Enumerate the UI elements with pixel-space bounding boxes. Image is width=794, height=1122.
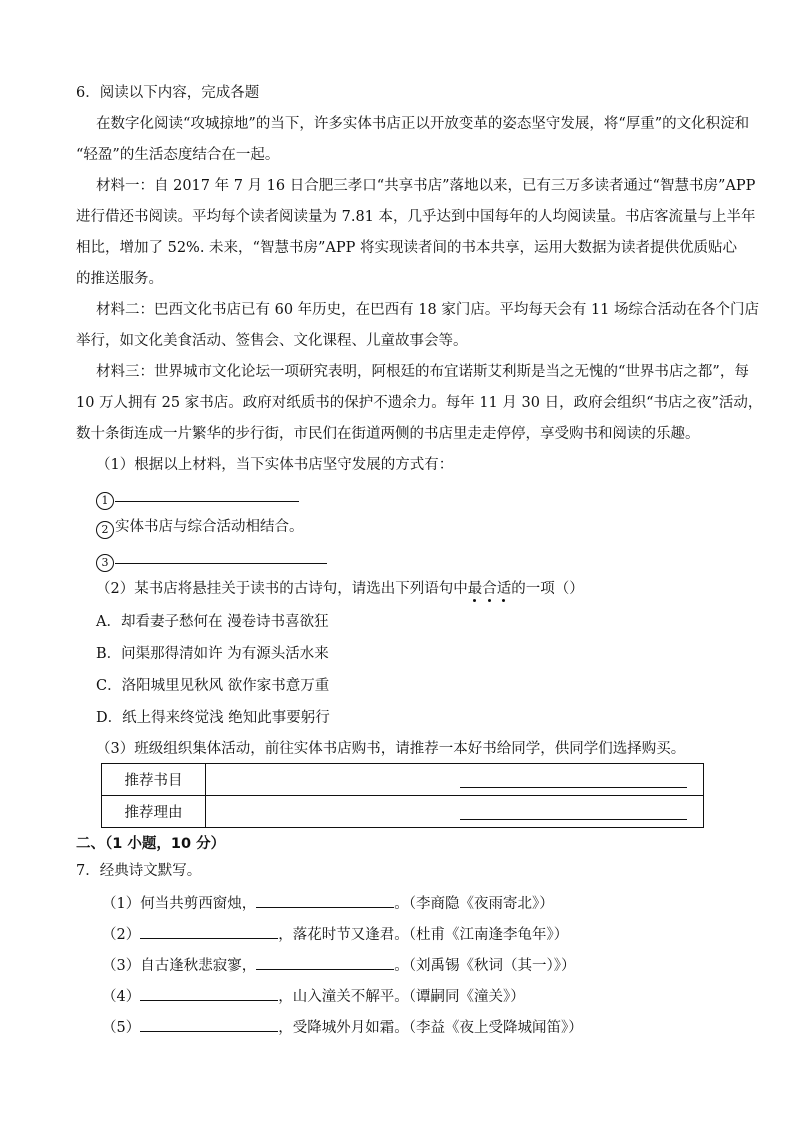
item-prefix: （5） <box>102 1020 141 1036</box>
section-2-heading: 二、（1 小题，10 分） <box>76 836 226 852</box>
question-7-heading: 7．经典诗文默写。 <box>76 863 202 879</box>
intro-line: 在数字化阅读“攻城掠地”的当下，许多实体书店正以开放变革的姿态坚守发展，将“厚重”的文化积淀和 <box>96 116 750 132</box>
subquestion-3-prompt: （3）班级组织集体活动，前往实体书店购书，请推荐一本好书给同学，供同学们选择购买。 <box>96 741 686 757</box>
answer-blank[interactable] <box>140 986 278 1001</box>
recommendation-table <box>101 763 704 828</box>
emphasis-char: 最 <box>467 581 483 597</box>
table-row <box>102 796 704 828</box>
book-title-cell[interactable] <box>206 764 704 796</box>
circled-number: 2 <box>96 521 114 539</box>
item-suffix: 。（刘禹锡《秋词（其一）》） <box>394 958 576 974</box>
option-a[interactable]: A．却看妻子愁何在 漫卷诗书喜欲狂 <box>96 614 329 630</box>
material-1-line: 进行借还书阅读。平均每个读者阅读量为 7.81 本，几乎达到中国每年的人均阅读量。书店客流量与上半年 <box>76 209 756 225</box>
dictation-item-5 <box>102 1017 583 1037</box>
item-prefix: （2） <box>102 927 141 943</box>
answer-line <box>460 819 687 820</box>
intro-line: “轻盈”的生活态度结合在一起。 <box>76 147 280 163</box>
item-suffix: ，落花时节又逢君。（杜甫《江南逢李龟年》） <box>278 927 569 943</box>
answer-blank[interactable] <box>140 924 278 939</box>
table-label: 推荐理由 <box>102 796 206 828</box>
item-suffix: ，山入潼关不解平。（谭嗣同《潼关》） <box>278 989 525 1005</box>
dictation-item-2 <box>102 924 568 944</box>
option-b[interactable]: B．问渠那得清如许 为有源头活水来 <box>96 646 329 662</box>
answer-line <box>460 787 687 788</box>
emphasis-char: 适 <box>496 581 512 597</box>
table-row <box>102 764 704 796</box>
material-1-line: 相比，增加了 52%. 未来，“智慧书房”APP 将实现读者间的书本共享，运用大数据为读者提供优质贴心 <box>76 240 737 256</box>
material-2-line: 举行，如文化美食活动、签售会、文化课程、儿童故事会等。 <box>76 333 468 349</box>
answer-blank[interactable] <box>115 549 327 564</box>
option-c[interactable]: C．洛阳城里见秋风 欲作家书意万重 <box>96 678 330 694</box>
dictation-item-3 <box>102 955 575 975</box>
circled-number: 3 <box>96 554 114 572</box>
prompt-text: （2）某书店将悬挂关于读书的古诗句，请选出下列语句中 <box>96 581 468 597</box>
subquestion-1-prompt: （1）根据以上材料，当下实体书店坚守发展的方式有： <box>96 457 454 473</box>
answer-item-text: 实体书店与综合活动相结合。 <box>115 519 304 535</box>
answer-item-2 <box>96 518 304 539</box>
answer-blank[interactable] <box>256 893 394 908</box>
item-prefix: （1）何当共剪西窗烛， <box>102 896 257 912</box>
reason-cell[interactable] <box>206 796 704 828</box>
emphasized-text <box>468 581 512 597</box>
table-label: 推荐书目 <box>102 764 206 796</box>
item-prefix: （3）自古逢秋悲寂寥， <box>102 958 257 974</box>
material-3-line: 材料三：世界城市文化论坛一项研究表明，阿根廷的布宜诺斯艾利斯是当之无愧的“世界书店之都”，每 <box>96 364 749 380</box>
subquestion-2-prompt <box>96 580 584 598</box>
item-prefix: （4） <box>102 989 141 1005</box>
answer-item-3 <box>96 549 327 572</box>
answer-blank[interactable] <box>140 1017 278 1032</box>
dictation-item-4 <box>102 986 525 1006</box>
prompt-text: 的一项（） <box>511 581 584 597</box>
question-6-heading: 6．阅读以下内容，完成各题 <box>76 85 260 101</box>
dictation-item-1 <box>102 893 554 913</box>
answer-item-1 <box>96 487 299 510</box>
item-suffix: ，受降城外月如霜。（李益《夜上受降城闻笛》） <box>278 1020 583 1036</box>
answer-blank[interactable] <box>256 955 394 970</box>
material-1-line: 的推送服务。 <box>76 271 163 287</box>
option-d[interactable]: D．纸上得来终觉浅 绝知此事要躬行 <box>96 710 330 726</box>
material-2-line: 材料二：巴西文化书店已有 60 年历史，在巴西有 18 家门店。平均每天会有 11 场综合活动在各个门店 <box>96 302 760 318</box>
emphasis-char: 合 <box>482 581 497 597</box>
material-3-line: 10 万人拥有 25 家书店。政府对纸质书的保护不遗余力。每年 11 月 30 日，政府会组织“书店之夜”活动， <box>76 395 763 411</box>
circled-number: 1 <box>96 492 114 510</box>
material-3-line: 数十条街连成一片繁华的步行街，市民们在街道两侧的书店里走走停停，享受购书和阅读的乐趣。 <box>76 426 700 442</box>
item-suffix: 。（李商隐《夜雨寄北》） <box>394 896 554 912</box>
answer-blank[interactable] <box>115 487 299 502</box>
material-1-line: 材料一：自 2017 年 7 月 16 日合肥三孝口“共享书店”落地以来，已有三万多读者通过“智慧书房”APP <box>96 178 756 194</box>
